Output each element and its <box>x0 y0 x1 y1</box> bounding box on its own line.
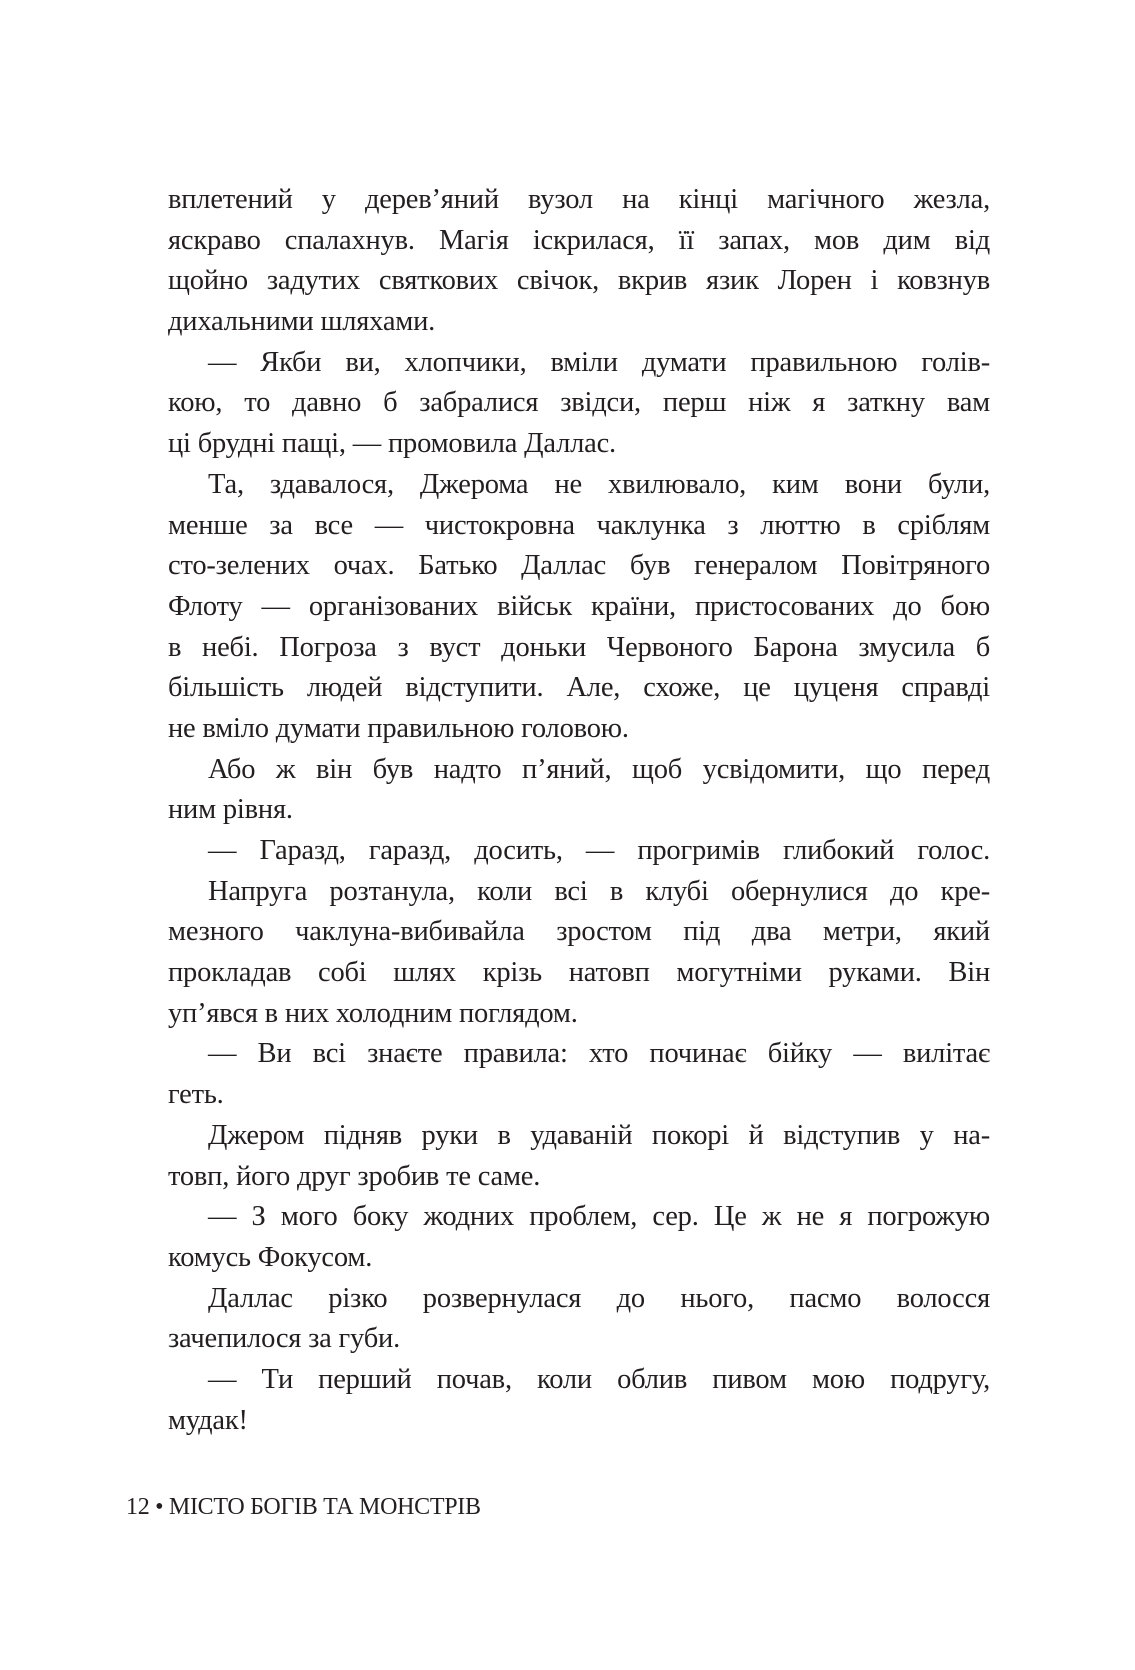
text-line: кою, то давно б забралися звідси, перш ніж я заткну вам <box>168 387 990 419</box>
text-line: Флоту — організованих військ країни, пристосованих до бою <box>168 590 990 622</box>
text-line: — Гаразд, гаразд, досить, — прогримів глибокий голос. <box>208 835 990 866</box>
text-line: не вміло думати правильною головою. <box>168 712 629 744</box>
text-line: мудак! <box>168 1404 248 1436</box>
text-line: Джером підняв руки в удаваній покорі й відступив у на- <box>208 1119 990 1151</box>
text-line: мезного чаклуна-вибивайла зростом під два метри, який <box>168 916 990 948</box>
text-line: товп, його друг зробив те саме. <box>168 1160 541 1192</box>
text-line: прокладав собі шлях крізь натовп могутніми руками. Він <box>168 957 990 989</box>
text-line: ним рівня. <box>168 794 293 826</box>
page-body-text <box>168 180 990 1441</box>
text-line: в небі. Погроза з вуст доньки Червоного Барона змусила б <box>168 631 990 663</box>
text-line: — Ти перший почав, коли облив пивом мою подругу, <box>208 1363 990 1395</box>
text-line: менше за все — чистокровна чаклунка з люттю в сріблям <box>168 509 990 541</box>
text-line: — З мого боку жодних проблем, сер. Це ж не я погрожую <box>208 1201 990 1233</box>
text-line: сто-зелених очах. Батько Даллас був генералом Повітряного <box>168 550 990 582</box>
text-line: геть. <box>168 1079 224 1111</box>
text-line: вплетений у дерев’яний вузол на кінці магічного жезла, <box>168 184 990 215</box>
text-line: Напруга розтанула, коли всі в клубі обернулися до кре- <box>208 875 990 907</box>
text-line: комусь Фокусом. <box>168 1241 373 1273</box>
text-line: дихальними шляхами. <box>168 306 436 338</box>
text-line: уп’явся в них холодним поглядом. <box>168 997 578 1029</box>
text-line: Та, здавалося, Джерома не хвилювало, ким вони були, <box>208 468 990 500</box>
text-line: більшість людей відступити. Але, схоже, це цуценя справді <box>168 672 990 704</box>
page-footer: 12 • МІСТО БОГІВ ТА МОНСТРІВ <box>126 1494 481 1520</box>
text-line: Даллас різко розвернулася до нього, пасмо волосся <box>208 1282 990 1314</box>
text-line: Або ж він був надто п’яний, щоб усвідомити, що перед <box>208 753 990 785</box>
text-line: — Якби ви, хлопчики, вміли думати правильною голів- <box>208 346 990 378</box>
text-line: ці брудні пащі, — промовила Даллас. <box>168 428 616 460</box>
text-line: — Ви всі знаєте правила: хто починає бійку — вилітає <box>208 1038 990 1070</box>
text-line: щойно задутих святкових свічок, вкрив язик Лорен і ковзнув <box>168 265 990 297</box>
text-line: яскраво спалахнув. Магія іскрилася, її запах, мов дим від <box>168 224 990 256</box>
text-line: зачепилося за губи. <box>168 1323 400 1355</box>
